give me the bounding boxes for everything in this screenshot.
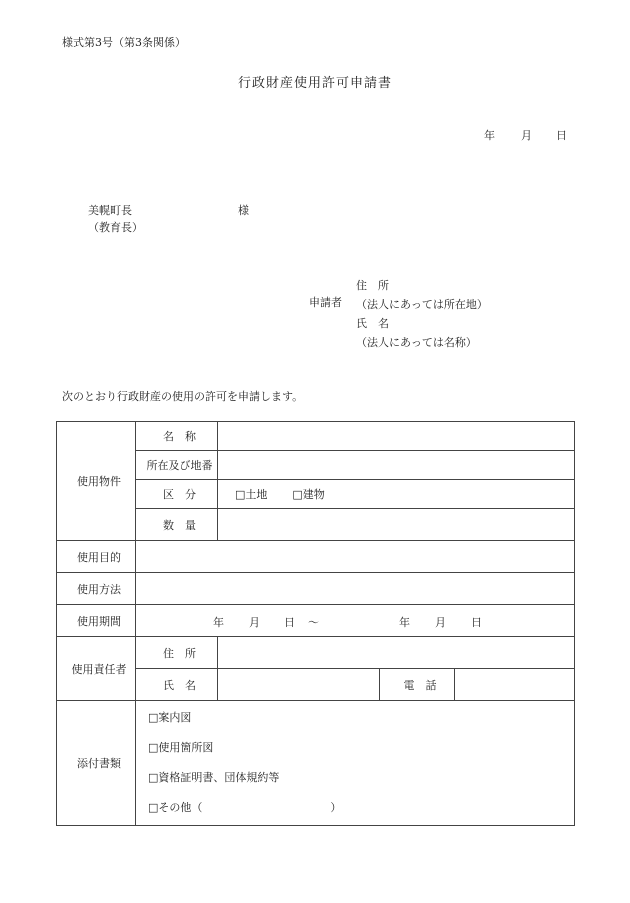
table-row (57, 637, 575, 669)
attachment-usage-location[interactable]: □使用箇所図 (148, 741, 214, 754)
responsible-name-label: 氏 名 (136, 669, 218, 701)
table-row (57, 422, 575, 451)
property-location-label: 所在及び地番 (136, 451, 218, 480)
property-name-label: 名 称 (136, 422, 218, 451)
property-location-field[interactable] (218, 451, 575, 480)
period-label: 使用期間 (57, 605, 136, 637)
method-field[interactable] (136, 573, 575, 605)
attachment-other[interactable] (136, 793, 574, 823)
addressee-mayor: 美幌町長 (88, 204, 132, 217)
period-start-month: 月 (249, 616, 260, 629)
addressee (88, 202, 143, 236)
attachments-list (136, 701, 575, 826)
period-tilde: ～ (308, 616, 319, 629)
attachment-other-prefix: □その他（ (148, 801, 203, 814)
applicant-address-note: （法人にあっては所在地） (356, 298, 488, 311)
property-quantity-label: 数 量 (136, 509, 218, 541)
purpose-label: 使用目的 (57, 541, 136, 573)
date-month-label: 月 (521, 129, 532, 142)
responsible-label: 使用責任者 (57, 637, 136, 701)
attachment-certificates[interactable]: □資格証明書、団体規約等 (148, 771, 280, 784)
period-start-year: 年 (213, 616, 224, 629)
addressee-honorific: 様 (238, 204, 249, 217)
table-row (57, 605, 575, 637)
responsible-address-field[interactable] (218, 637, 575, 669)
date-year-label: 年 (484, 129, 495, 142)
checkbox-building[interactable]: □建物 (292, 488, 325, 501)
applicant-block (356, 276, 488, 352)
application-table (56, 421, 575, 826)
responsible-address-label: 住 所 (136, 637, 218, 669)
applicant-name-label: 氏 名 (356, 317, 389, 330)
attachment-other-suffix: ） (330, 801, 342, 814)
method-label: 使用方法 (57, 573, 136, 605)
property-category-field (218, 480, 575, 509)
property-label: 使用物件 (57, 422, 136, 541)
table-row (57, 701, 575, 826)
responsible-phone-label: 電 話 (380, 669, 455, 701)
attachment-map[interactable]: □案内図 (148, 711, 192, 724)
lead-text: 次のとおり行政財産の使用の許可を申請します。 (62, 390, 304, 403)
purpose-field[interactable] (136, 541, 575, 573)
property-name-field[interactable] (218, 422, 575, 451)
property-quantity-field[interactable] (218, 509, 575, 541)
table-row (57, 573, 575, 605)
applicant-label: 申請者 (309, 296, 342, 309)
responsible-phone-field[interactable] (455, 669, 575, 701)
applicant-name-note: （法人にあっては名称） (356, 336, 477, 349)
property-category-label: 区 分 (136, 480, 218, 509)
applicant-address-label: 住 所 (356, 279, 389, 292)
period-field[interactable] (136, 605, 575, 637)
table-row (57, 541, 575, 573)
period-end-month: 月 (435, 616, 446, 629)
date-day-label: 日 (556, 129, 567, 142)
period-end-year: 年 (399, 616, 410, 629)
document-title: 行政財産使用許可申請書 (237, 76, 392, 91)
form-number: 様式第3号（第3条関係） (62, 36, 186, 49)
period-end-day: 日 (471, 616, 482, 629)
period-start-day: 日 (284, 616, 295, 629)
attachments-label: 添付書類 (57, 701, 136, 826)
responsible-name-field[interactable] (218, 669, 380, 701)
addressee-education-chief: （教育長） (88, 221, 143, 234)
checkbox-land[interactable]: □土地 (235, 488, 268, 501)
